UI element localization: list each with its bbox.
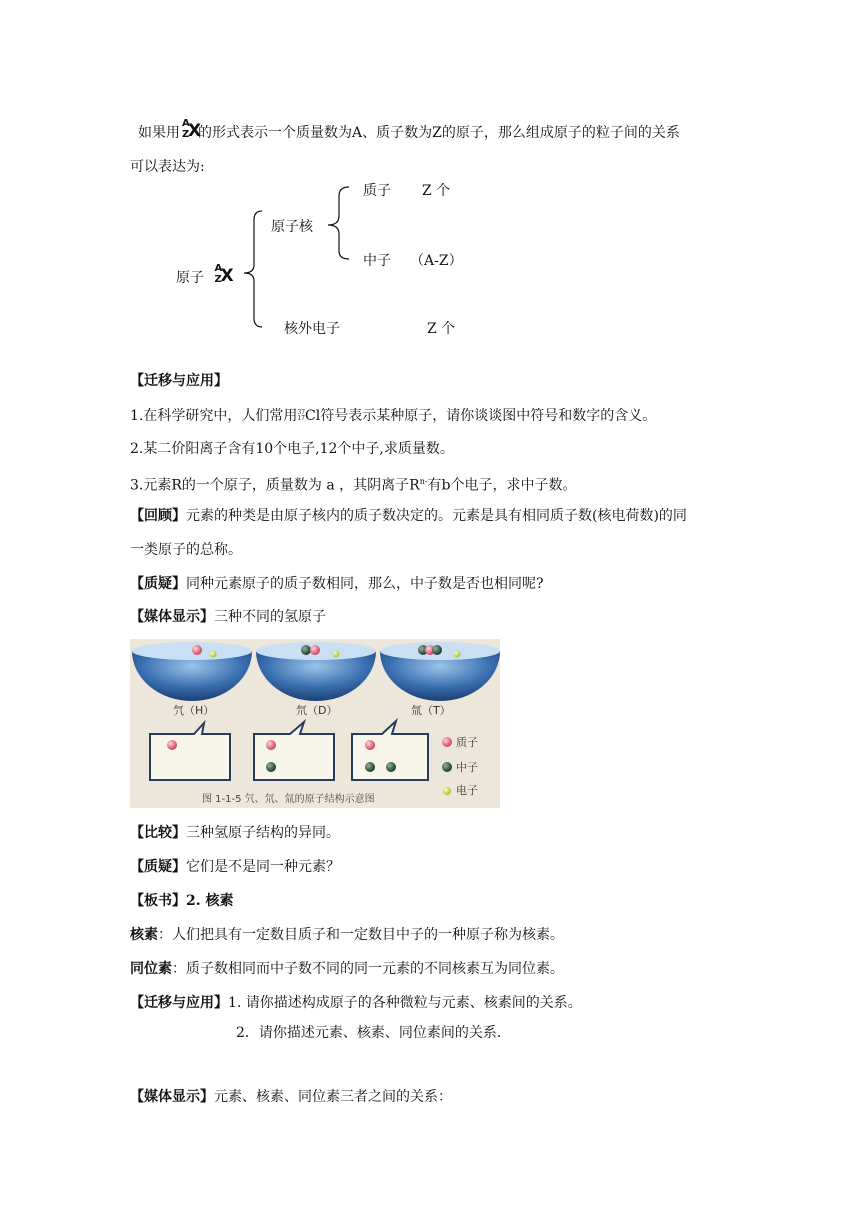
compare-line: 【比较】三种氢原子结构的异同。 (130, 825, 340, 841)
figure-caption: 图 1-1-5 氕、氘、氚的原子结构示意图 (202, 794, 375, 805)
legend-proton: 质子 (456, 736, 478, 749)
atom-label: 原子 A Z X (176, 263, 234, 286)
question-line-2: 【质疑】它们是不是同一种元素？ (130, 859, 340, 875)
isotope-illustration (130, 639, 500, 808)
bowl-deuterium (256, 642, 376, 701)
nucleus-label: 原子核 (271, 219, 313, 235)
apply-question-2: 2.某二价阳离子含有10个电子,12个中子,求质量数。 (130, 441, 454, 457)
review-tag: 【回顾】 (130, 508, 186, 524)
bubble-deuterium (254, 722, 334, 780)
review-line-2: 一类原子的总称。 (130, 542, 242, 558)
proton-label: 质子 (363, 183, 391, 199)
nuclide-definition: 核素：人们把具有一定数目质子和一定数目中子的一种原子称为核素。 (130, 927, 564, 943)
intro-line-1 (138, 120, 680, 142)
hydrogen-isotopes-figure (130, 639, 500, 808)
apply2-line-2: 2．请你描述元素、核素、同位素间的关系. (236, 1025, 502, 1041)
electron-label: 核外电子 (284, 321, 340, 337)
electron-count: Z 个 (427, 321, 456, 337)
nuclide-symbol-diagram: A Z X (214, 263, 234, 286)
intro-text-after: 的形式表示一个质量数为A、质子数为Z的原子，那么组成原子的粒子间的关系 (198, 125, 680, 141)
media-line-1: 【媒体显示】三种不同的氢原子 (130, 609, 326, 625)
chlorine-notation: 37 17 (297, 409, 305, 422)
question-line-1: 【质疑】同种元素原子的质子数相同，那么，中子数是否也相同呢? (130, 576, 544, 592)
nuclide-symbol: A Z X (182, 118, 202, 141)
figure-legend (442, 735, 478, 797)
apply-question-1: 1.在科学研究中，人们常用37 17Cl符号表示某种原子，请你谈谈图中符号和数字的含义。 (130, 408, 657, 424)
intro-text-before: 如果用 (138, 125, 180, 141)
apply-heading: 【迁移与应用】 (130, 373, 228, 389)
neutron-count: （A-Z） (410, 253, 463, 269)
bowl-protium (132, 642, 252, 701)
board-line: 【板书】2. 核素 (130, 893, 234, 909)
legend-electron: 电子 (456, 784, 478, 797)
bowl-tritium (380, 642, 500, 701)
apply2-line-1: 【迁移与应用】1. 请你描述构成原子的各种微粒与元素、核素间的关系。 (130, 995, 582, 1011)
label-tritium: 氚（T） (411, 704, 451, 717)
legend-neutron: 中子 (456, 761, 478, 774)
intro-line-2: 可以表达为: (130, 159, 205, 175)
proton-count: Z 个 (422, 183, 451, 199)
bubble-protium (150, 723, 230, 780)
label-protium: 氕（H） (173, 704, 215, 717)
isotope-definition: 同位素：质子数相同而中子数不同的同一元素的不同核素互为同位素。 (130, 961, 564, 977)
label-deuterium: 氘（D） (296, 704, 338, 717)
review-line-1: 【回顾】元素的种类是由原子核内的质子数决定的。元素是具有相同质子数(核电荷数)的同 (130, 508, 687, 524)
media-line-2: 【媒体显示】元素、核素、同位素三者之间的关系： (130, 1089, 452, 1105)
bubble-tritium (352, 721, 428, 780)
neutron-label: 中子 (363, 253, 391, 269)
apply-question-3: 3.元素R的一个原子，质量数为 a ，其阴离子$R^{n-}$有b个电子，求中子数。 (130, 477, 577, 494)
